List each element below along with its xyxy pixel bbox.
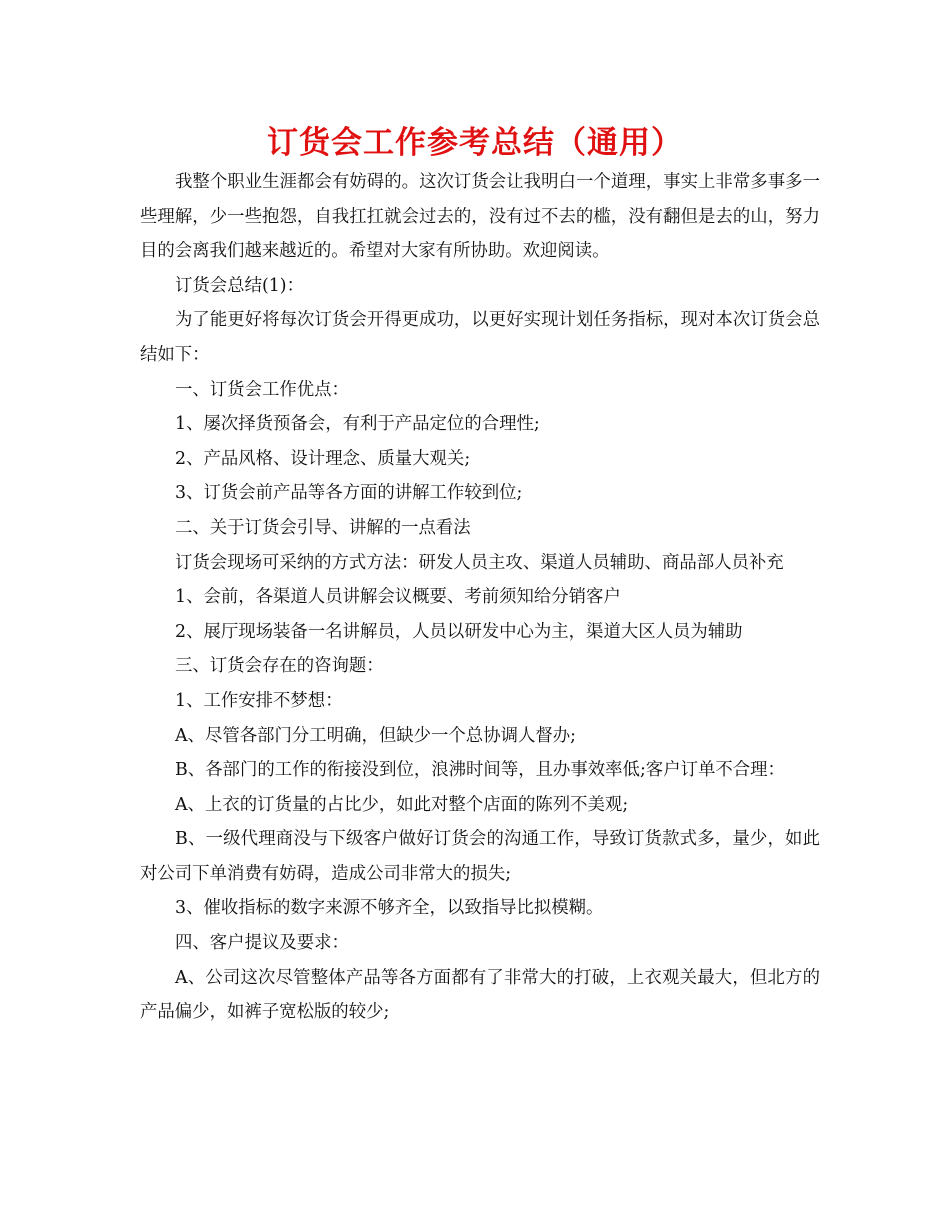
list-item: A、公司这次尽管整体产品等各方面都有了非常大的打破，上衣观关最大，但北方的产品偏少，如裤子宽松版的较少; bbox=[140, 967, 820, 1023]
list-item: B、各部门的工作的衔接没到位，浪沸时间等，且办事效率低;客户订单不合理： bbox=[175, 760, 785, 781]
list-item: 1、工作安排不梦想： bbox=[175, 690, 343, 711]
list-item: 2、产品风格、设计理念、质量大观关; bbox=[175, 448, 471, 469]
list-item: A、尽管各部门分工明确，但缺少一个总协调人督办; bbox=[175, 725, 577, 746]
paragraph-methods: 订货会现场可采纳的方式方法：研发人员主攻、渠道人员辅助、商品部人员补充 bbox=[175, 552, 784, 573]
list-item: 1、屡次择货预备会，有利于产品定位的合理性; bbox=[175, 414, 540, 435]
list-item: 3、催收指标的数字来源不够齐全，以致指导比拟模糊。 bbox=[175, 898, 604, 919]
list-item: B、一级代理商没与下级客户做好订货会的沟通工作，导致订货款式多，量少，如此对公司下单消费有妨碍，造成公司非常大的损失; bbox=[140, 829, 820, 884]
section-heading-suggestions: 四、客户提议及要求： bbox=[175, 933, 349, 954]
section-heading-problems: 三、订货会存在的咨询题： bbox=[175, 656, 384, 677]
list-item: A、上衣的订货量的占比少，如此对整个店面的陈列不美观; bbox=[175, 794, 629, 815]
list-item: 1、会前，各渠道人员讲解会议概要、考前须知给分销客户 bbox=[175, 587, 621, 608]
paragraph-intro: 我整个职业生涯都会有妨碍的。这次订货会让我明白一个道理，事实上非常多事多一些理解，少一些抱怨，自我扛扛就会过去的，没有过不去的槛，没有翻但是去的山，努力目的会离我们越来越近的。希望对大家有所协助。欢迎阅读。 bbox=[140, 172, 820, 262]
paragraph-purpose: 为了能更好将每次订货会开得更成功，以更好实现计划任务指标，现对本次订货会总结如下： bbox=[140, 310, 820, 365]
list-item: 2、展厅现场装备一名讲解员，人员以研发中心为主，渠道大区人员为辅助 bbox=[175, 621, 743, 642]
list-item: 3、订货会前产品等各方面的讲解工作较到位; bbox=[175, 483, 523, 504]
document-title: 订货会工作参考总结（通用） bbox=[267, 125, 683, 161]
section-heading-advantages: 一、订货会工作优点： bbox=[175, 379, 349, 400]
paragraph-summary-heading: 订货会总结(1)： bbox=[175, 275, 304, 296]
document-body bbox=[140, 165, 820, 1030]
section-heading-guidance: 二、关于订货会引导、讲解的一点看法 bbox=[175, 517, 471, 538]
